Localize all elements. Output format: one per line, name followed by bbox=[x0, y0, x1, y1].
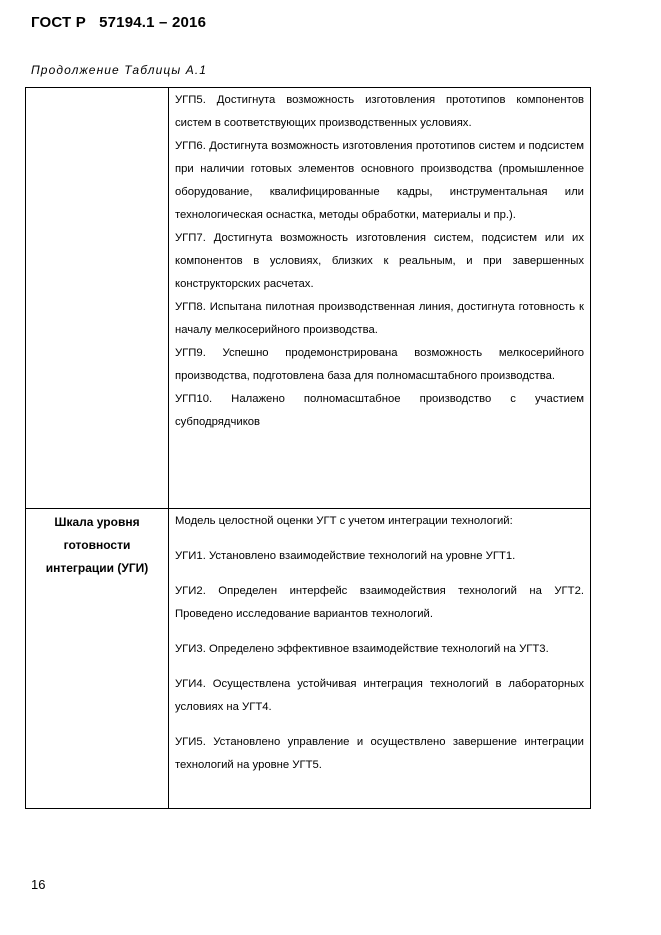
level-entry-ugi2: УГИ2. Определен интерфейс взаимодействия технологий на УГТ2. Проведено исследование вариантов технологий. bbox=[175, 585, 584, 620]
row-label-integration-scale: Шкала уровня готовности интеграции (УГИ) bbox=[45, 515, 149, 575]
level-entry-ugi5: УГИ5. Установлено управление и осуществлено завершение интеграции технологий на уровне УГТ5. bbox=[175, 736, 584, 771]
level-entry-ugp5: УГП5. Достигнута возможность изготовления прототипов компонентов систем в соответствующих производственных условиях. bbox=[175, 94, 584, 129]
readiness-table bbox=[25, 87, 591, 809]
level-entry-ugp10: УГП10. Налажено полномасштабное производство с участием субподрядчиков bbox=[175, 393, 584, 428]
row-label-cell bbox=[26, 509, 169, 809]
level-entry-ugp7: УГП7. Достигнута возможность изготовления систем, подсистем или их компонентов в условиях, близких к реальным, и при завершенных конструкторских расчетах. bbox=[175, 232, 584, 290]
row-label-cell bbox=[26, 88, 169, 509]
level-entry-ugi4: УГИ4. Осуществлена устойчивая интеграция технологий в лабораторных условиях на УГТ4. bbox=[175, 678, 584, 713]
level-entry-ugp6: УГП6. Достигнута возможность изготовления прототипов систем и подсистем при наличии готовых элементов основного производства (промышленное оборудование, квалифицированные кадры, инструментальная или технологическая оснастка, методы обработки, материалы и пр.). bbox=[175, 140, 584, 221]
table-row bbox=[26, 88, 591, 509]
level-entry-ugi1: УГИ1. Установлено взаимодействие технологий на уровне УГТ1. bbox=[175, 550, 516, 562]
table-continuation-caption: Продолжение Таблицы А.1 bbox=[31, 63, 208, 77]
table-row bbox=[26, 509, 591, 809]
level-entry-ugi3: УГИ3. Определено эффективное взаимодействие технологий на УГТ3. bbox=[175, 643, 549, 655]
level-entry-ugp9: УГП9. Успешно продемонстрирована возможность мелкосерийного производства, подготовлена база для полномасштабного производства. bbox=[175, 347, 584, 382]
page-number: 16 bbox=[31, 877, 46, 892]
row-label bbox=[26, 88, 168, 90]
row-description-cell bbox=[169, 88, 591, 509]
document-header: ГОСТ Р 57194.1 – 2016 bbox=[31, 14, 207, 31]
level-entry-ugp8: УГП8. Испытана пилотная производственная линия, достигнута готовность к началу мелкосерийного производства. bbox=[175, 301, 584, 336]
integration-model-intro: Модель целостной оценки УГТ с учетом интеграции технологий: bbox=[175, 515, 513, 527]
row-description-cell bbox=[169, 509, 591, 809]
